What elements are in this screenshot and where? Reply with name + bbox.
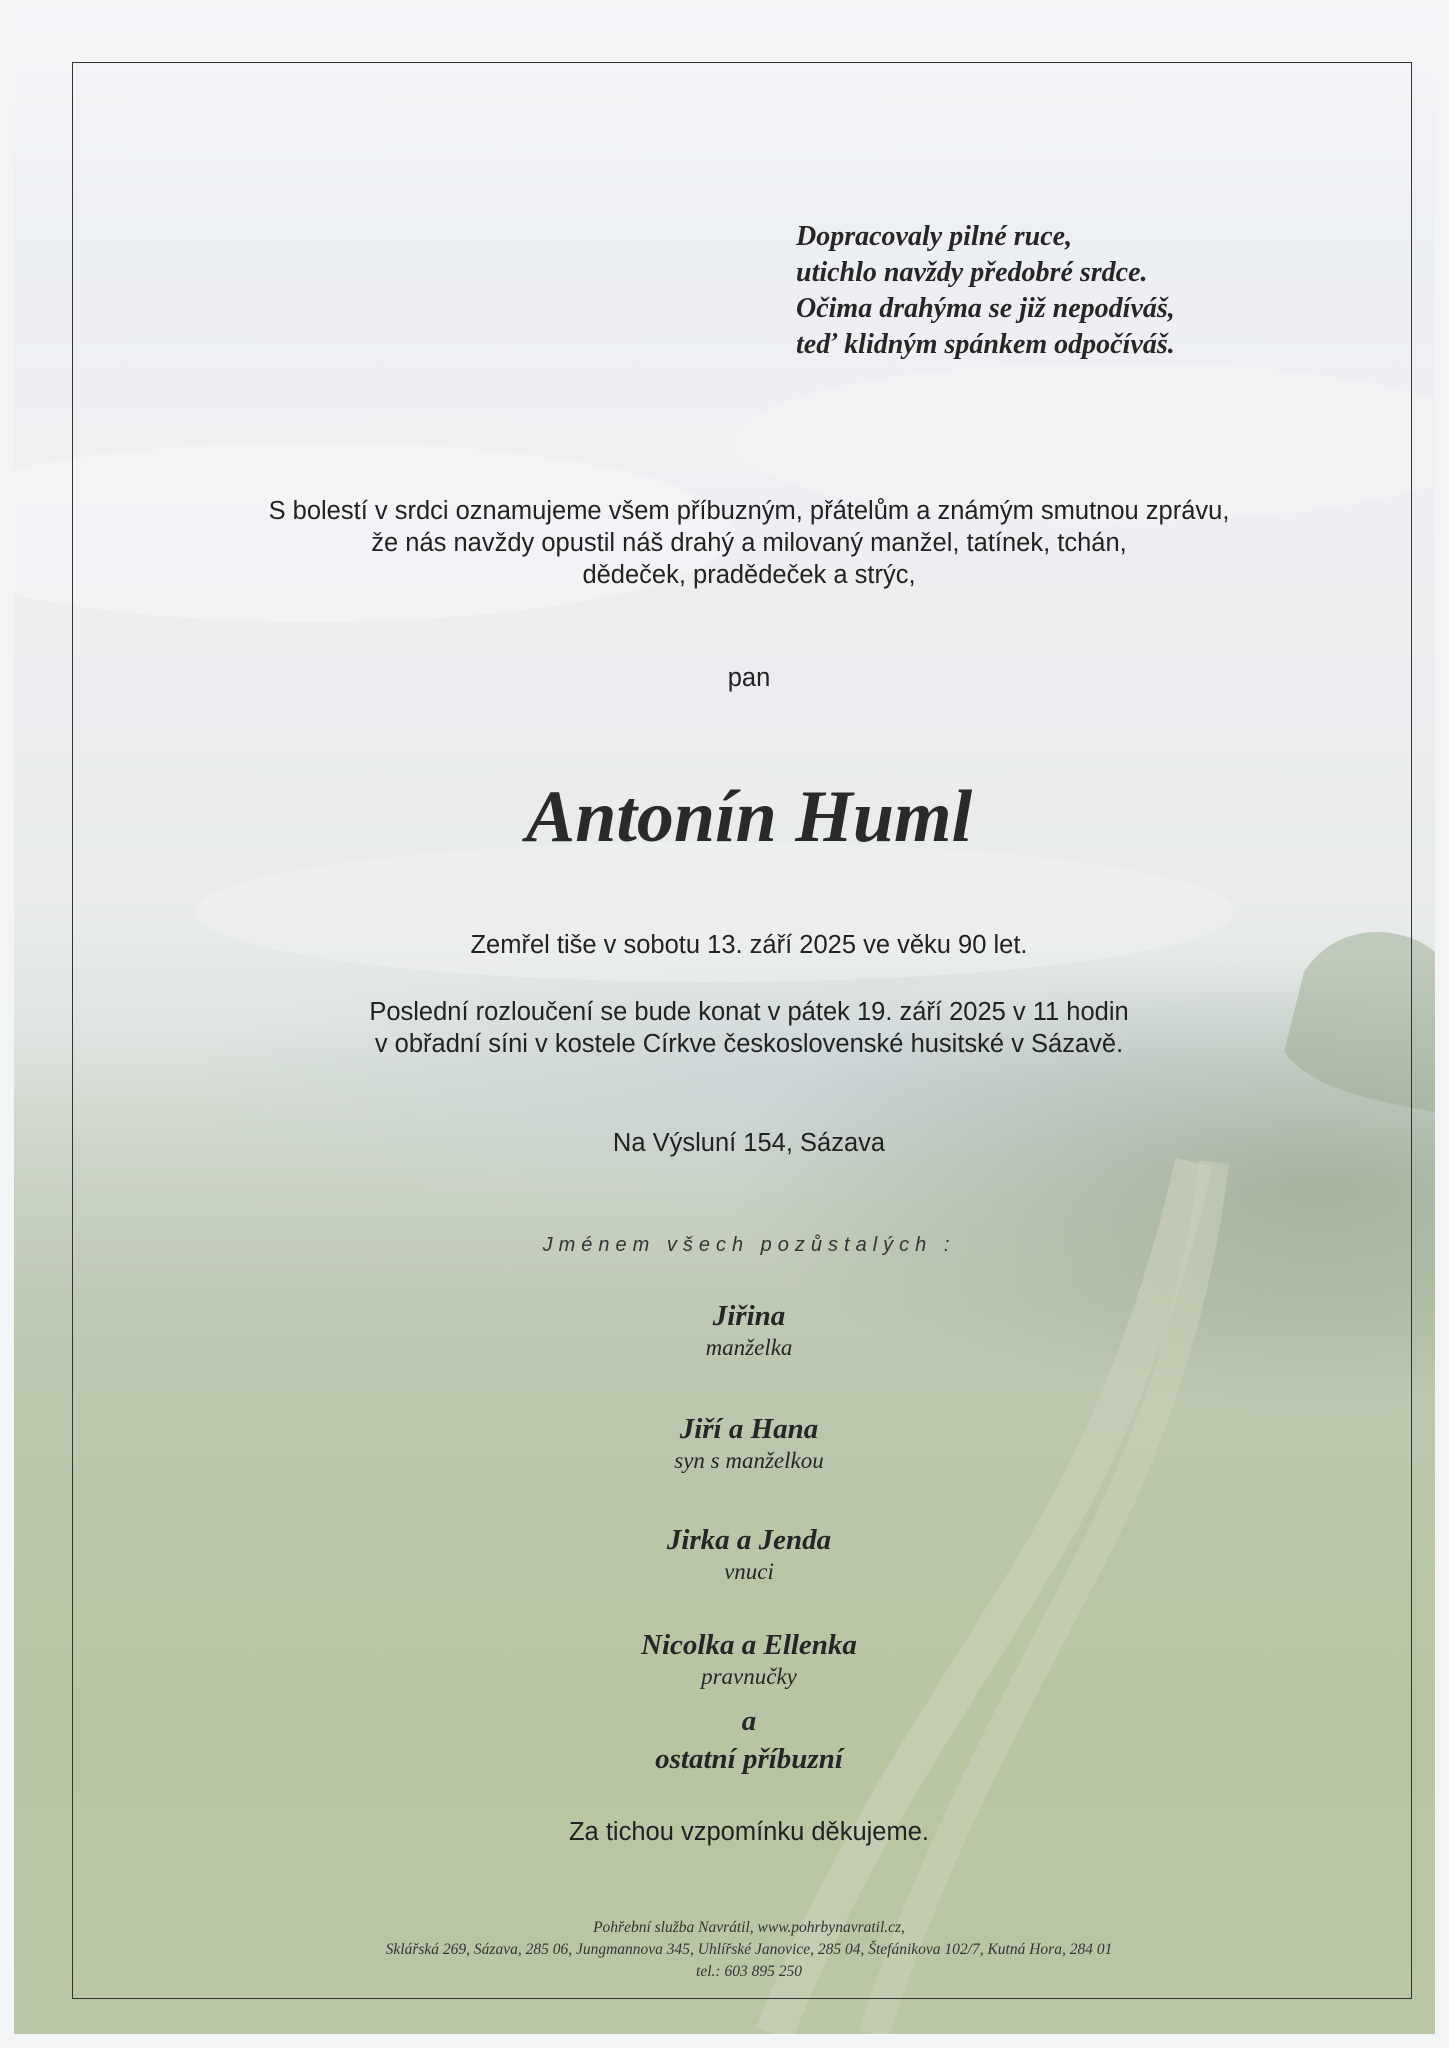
and-word: a [741,1705,757,1737]
mourner-relation: vnuci [724,1559,774,1584]
death-notice: Zemřel tiše v sobotu 13. září 2025 ve věku 90 let. [470,931,1028,959]
footer-line: tel.: 603 895 250 [696,1963,802,1980]
mourner-relation: syn s manželkou [674,1448,824,1473]
poem-line: Očima drahýma se již nepodíváš, [796,293,1175,324]
on-behalf-heading: Jménem všech pozůstalých : [542,1234,956,1256]
mourner-relation: pravnučky [701,1664,797,1689]
poem-line: Dopracovaly pilné ruce, [796,221,1073,252]
mourner-entry [114,1298,1384,1362]
other-relatives: ostatní příbuzní [655,1743,843,1775]
memorial-poem [796,219,1356,363]
mourner-relation: manželka [705,1335,793,1360]
announcement-line: že nás navždy opustil náš drahý a milovaný manžel, tatínek, tchán, [371,529,1127,557]
mourner-entry [114,1411,1384,1475]
mourner-entry [114,1627,1384,1691]
poem-line: utichlo navždy předobré srdce. [796,257,1148,288]
farewell-line: v obřadní síni v kostele Církve československé husitské v Sázavě. [374,1030,1124,1058]
farewell-info [114,996,1384,1060]
salutation: pan [727,664,771,692]
footer-line: Pohřební služba Navrátil, www.pohrbynavratil.cz, [593,1919,905,1936]
mourner-name: Nicolka a Ellenka [641,1629,857,1661]
home-address: Na Výsluní 154, Sázava [612,1129,886,1157]
deceased-name: Antonín Huml [525,776,973,858]
mourner-entry [114,1522,1384,1586]
announcement-line: dědeček, pradědeček a strýc, [582,561,916,589]
announcement-text [114,495,1384,591]
footer-line: Sklářská 269, Sázava, 285 06, Jungmannova 345, Uhlířské Janovice, 285 04, Štefánikova 102/7, Kutná Hora, 284 01 [385,1941,1113,1958]
poem-line: teď klidným spánkem odpočíváš. [796,329,1175,360]
farewell-line: Poslední rozloučení se bude konat v pátek 19. září 2025 v 11 hodin [369,998,1129,1026]
parte-sheet [14,12,1435,2034]
announcement-line: S bolestí v srdci oznamujeme všem příbuzným, přátelům a známým smutnou zprávu, [268,497,1230,525]
funeral-service-footer [114,1917,1384,1983]
thanks-line: Za tichou vzpomínku děkujeme. [568,1818,929,1846]
mourner-name: Jiří a Hana [679,1413,819,1445]
mourner-name: Jiřina [712,1300,786,1332]
mourner-name: Jirka a Jenda [666,1524,832,1556]
